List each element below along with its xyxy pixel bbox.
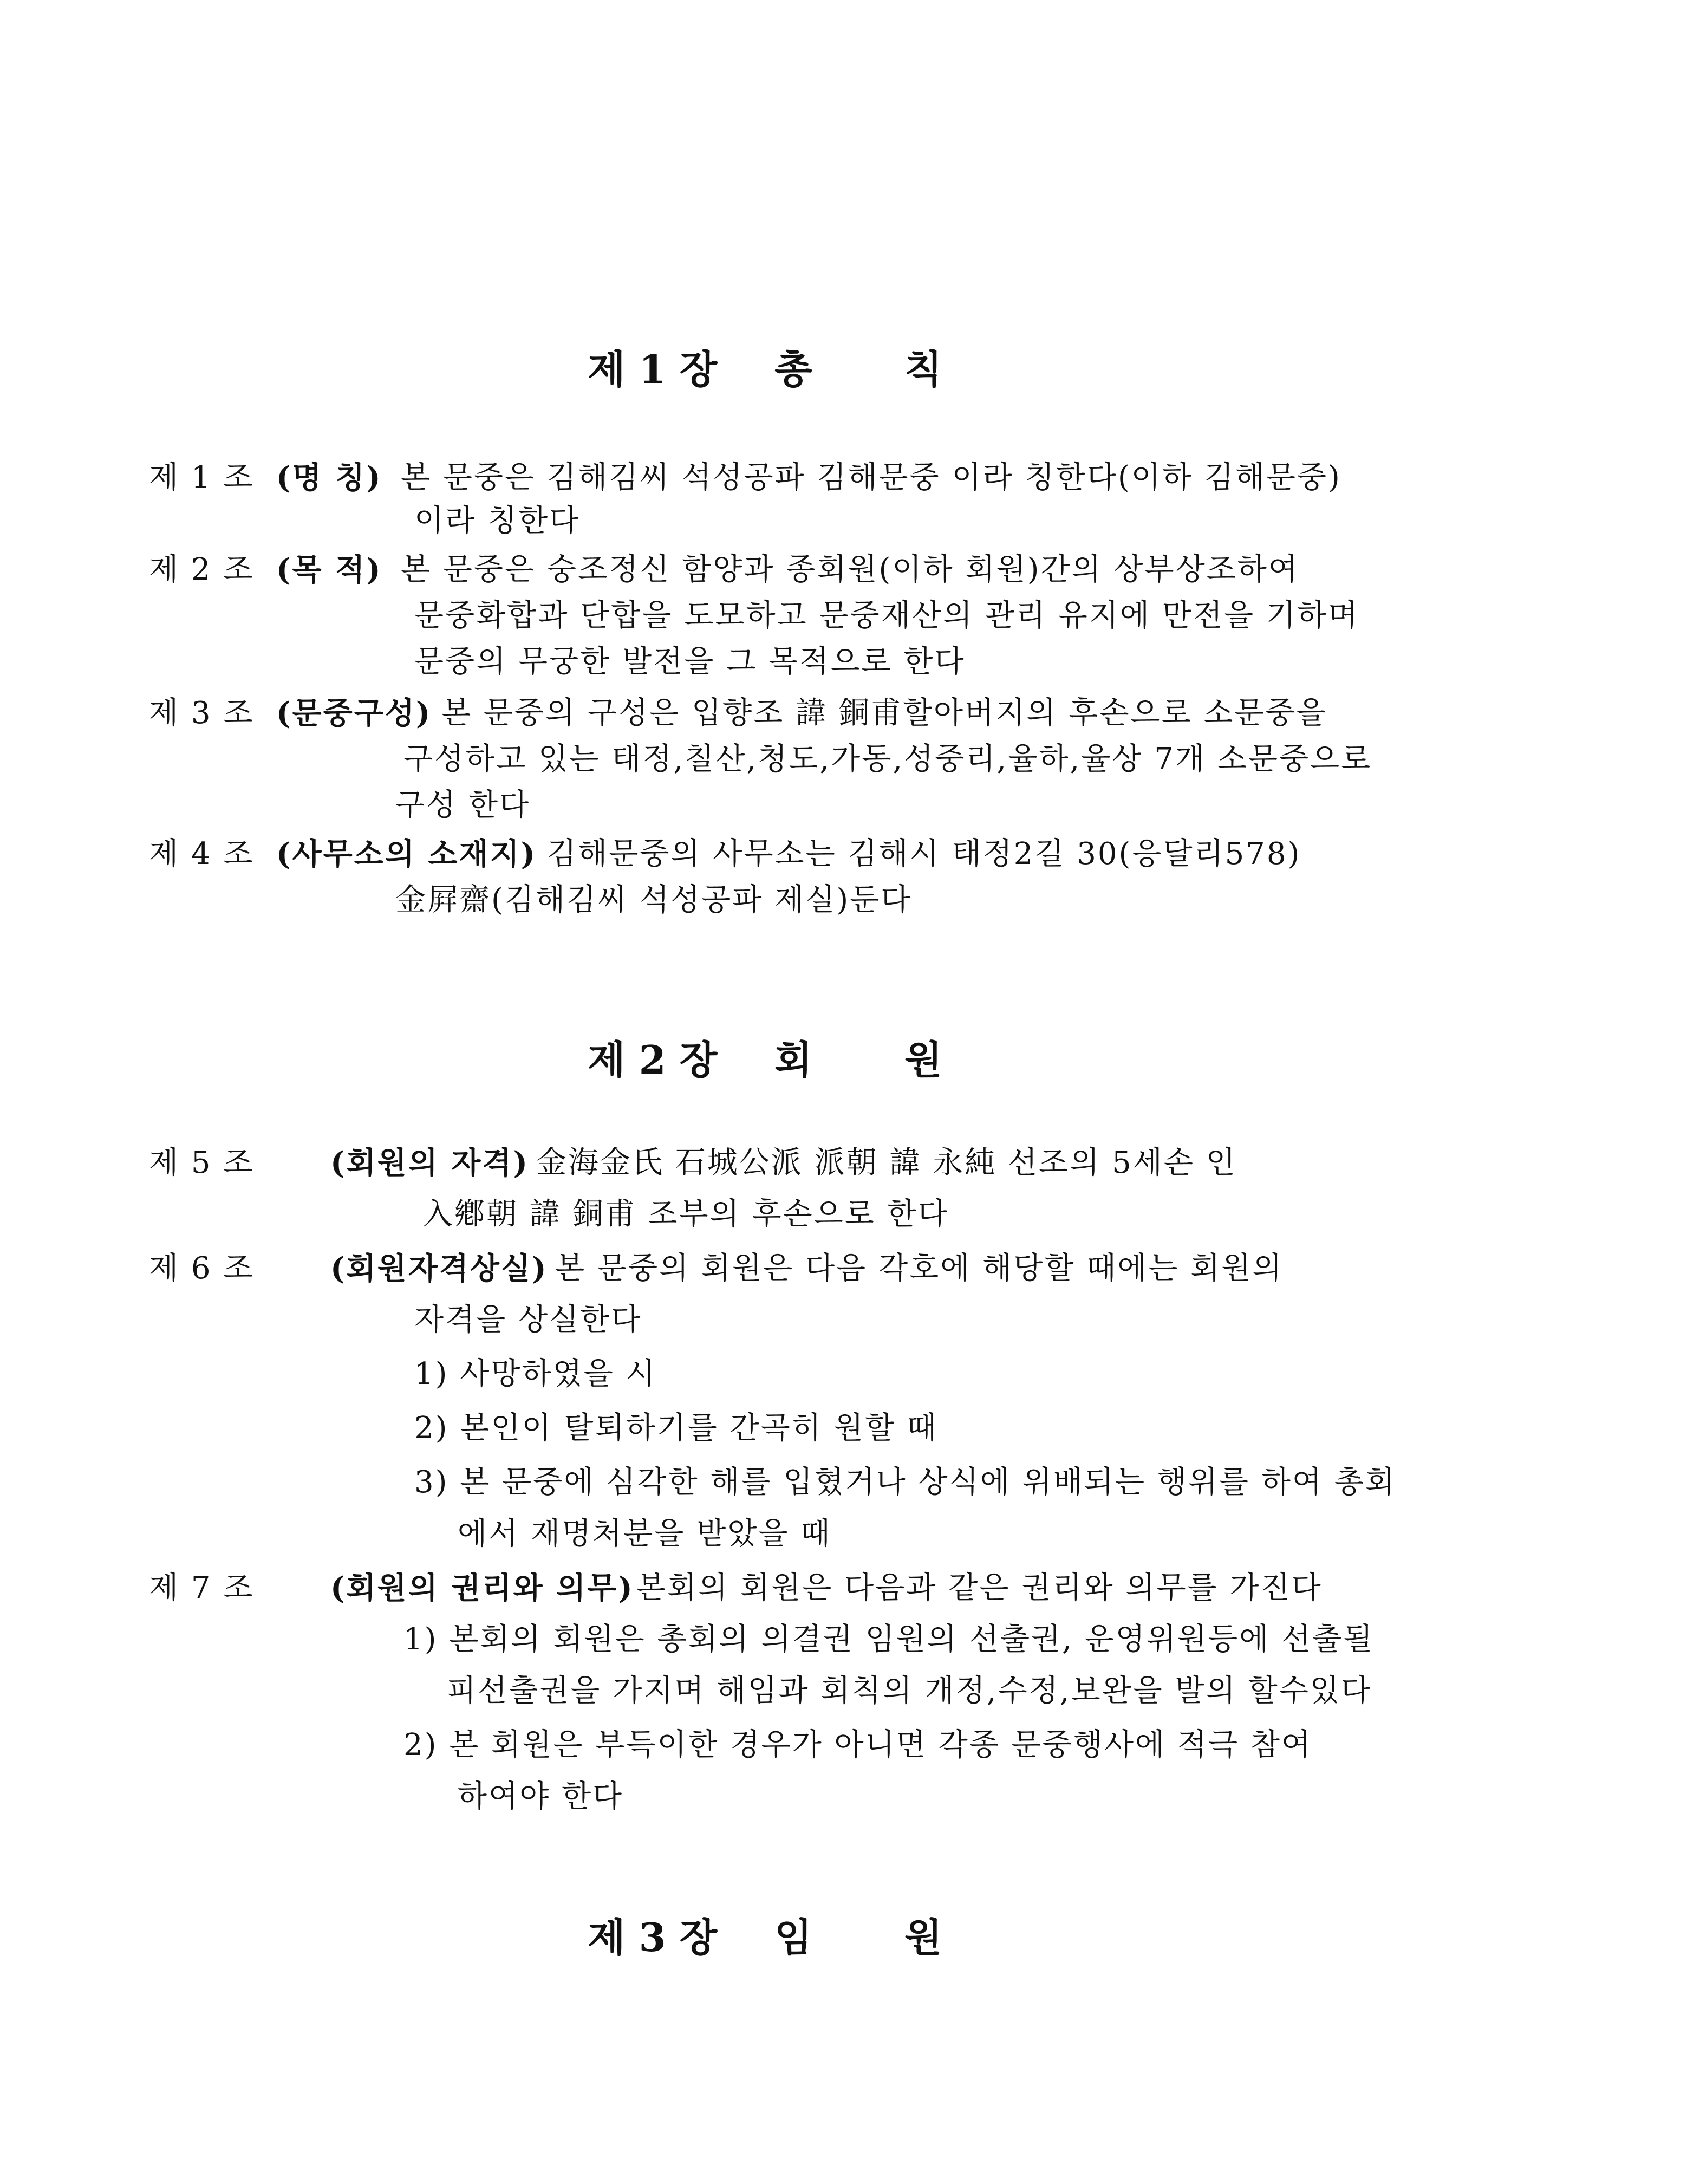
article-title: (회원자격상실) (330, 1251, 548, 1286)
article-title: (목 적) (276, 552, 382, 588)
article-6-item: 1) 사망하였을 시 (414, 1356, 657, 1392)
article-3-continuation: 구성하고 있는 태정,칠산,청도,가동,성중리,율하,율상 7개 소문중으로 (403, 742, 1372, 777)
article-number: 제 6 조 (149, 1251, 255, 1286)
article-title: (명 칭) (276, 460, 382, 496)
article-6-continuation: 자격을 상실한다 (414, 1302, 642, 1337)
chapter-title-char: 임 (774, 1914, 812, 1960)
article-title: (회원의 권리와 의무) (330, 1570, 634, 1606)
article-text: 본 문중의 회원은 다음 각호에 해당할 때에는 회원의 (555, 1251, 1284, 1286)
chapter-number: 제 2 장 (588, 1037, 718, 1083)
article-title: (문중구성) (276, 696, 432, 731)
article-6-item: 2) 본인이 탈퇴하기를 간곡히 원할 때 (414, 1410, 938, 1446)
article-3-continuation: 구성 한다 (395, 788, 531, 823)
article-title: (사무소의 소재지) (276, 836, 537, 872)
article-7-item: 1) 본회의 회원은 총회의 의결권 임원의 선출권, 운영위원등에 선출될 (403, 1622, 1375, 1657)
article-text: 본회의 회원은 다음과 같은 권리와 의무를 가진다 (636, 1570, 1323, 1606)
chapter-number: 제 3 장 (588, 1914, 718, 1960)
article-text: 본 문중의 구성은 입향조 諱 銅甫할아버지의 후손으로 소문중을 (441, 696, 1327, 731)
article-number: 제 5 조 (149, 1145, 255, 1180)
article-text: 金海金氏 石城公派 派朝 諱 永純 선조의 5세손 인 (536, 1145, 1237, 1180)
article-4-continuation: 金屛齋(김해김씨 석성공파 제실)둔다 (395, 882, 912, 918)
chapter-number: 제 1 장 (588, 346, 718, 392)
article-7-item: 2) 본 회원은 부득이한 경우가 아니면 각종 문중행사에 적극 참여 (403, 1727, 1313, 1763)
article-7-item-continuation: 하여야 한다 (458, 1779, 624, 1814)
article-6-item-continuation: 에서 재명처분을 받았을 때 (458, 1516, 832, 1551)
chapter-title-char: 원 (904, 1037, 942, 1083)
chapter-title-char: 원 (904, 1914, 942, 1960)
article-2-continuation: 문중의 무궁한 발전을 그 목적으로 한다 (414, 644, 966, 679)
article-text: 김해문중의 사무소는 김해시 태정2길 30(응달리578) (547, 836, 1301, 872)
article-5-continuation: 入鄕朝 諱 銅甫 조부의 후손으로 한다 (422, 1197, 949, 1232)
chapter-title-char: 총 (774, 346, 812, 392)
article-number: 제 2 조 (149, 552, 255, 587)
article-2-continuation: 문중화합과 단합을 도모하고 문중재산의 관리 유지에 만전을 기하며 (414, 598, 1359, 633)
article-1-continuation: 이라 칭한다 (414, 503, 581, 538)
chapter-title-char: 회 (774, 1037, 812, 1083)
article-text: 본 문중은 숭조정신 함양과 종회원(이하 회원)간의 상부상조하여 (401, 552, 1299, 587)
article-6-item: 3) 본 문중에 심각한 해를 입혔거나 상식에 위배되는 행위를 하여 총회 (414, 1465, 1397, 1500)
article-title: (회원의 자격) (330, 1145, 529, 1181)
chapter-title-char: 칙 (904, 346, 942, 392)
article-number: 제 4 조 (149, 836, 255, 872)
article-number: 제 7 조 (149, 1570, 255, 1606)
article-number: 제 1 조 (149, 460, 255, 495)
article-7-item-continuation: 피선출권을 가지며 해임과 회칙의 개정,수정,보완을 발의 할수있다 (447, 1673, 1372, 1708)
article-text: 본 문중은 김해김씨 석성공파 김해문중 이라 칭한다(이하 김해문중) (401, 460, 1341, 495)
article-number: 제 3 조 (149, 696, 255, 731)
